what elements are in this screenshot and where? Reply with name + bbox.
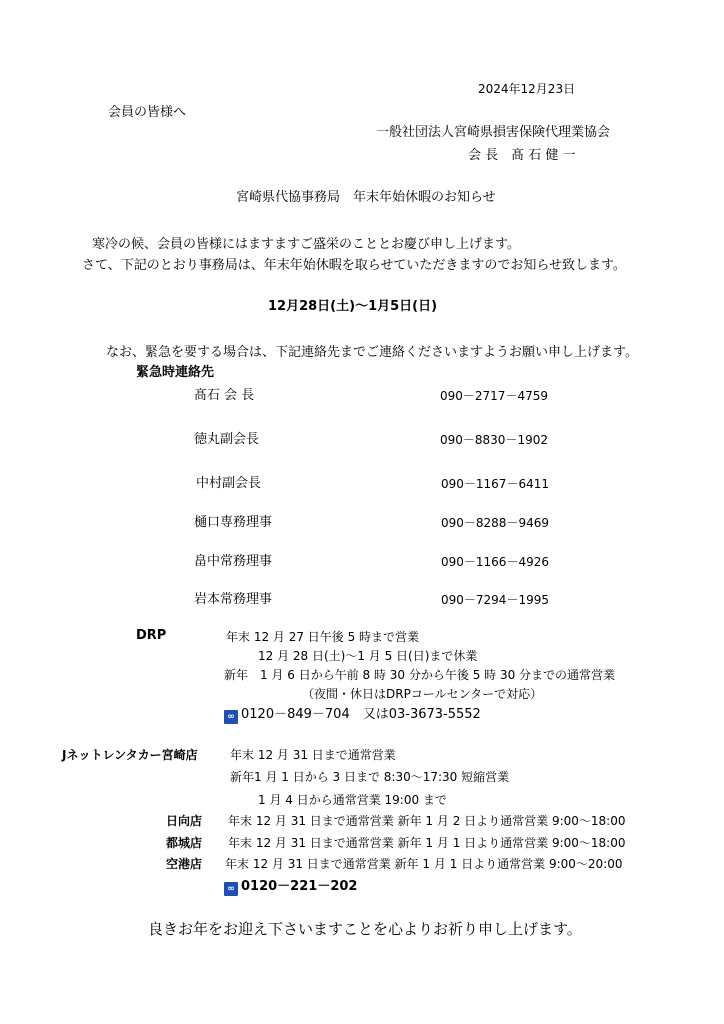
- body-line-2: さて、下記のとおり事務局は、年末年始休暇を取らせていただきますのでお知らせ致します。: [82, 258, 626, 273]
- branch-hours: 年末 12 月 31 日まで通常営業 新年 1 月 1 日より通常営業 9:00～18:00: [228, 836, 626, 850]
- contact-role: 岩本常務理事: [194, 592, 273, 607]
- freedial-icon: ∞: [224, 882, 238, 896]
- drp-label: DRP: [136, 628, 167, 643]
- contact-phone: 090－7294－1995: [441, 593, 549, 607]
- drp-line-2: 12 月 28 日(土)～1 月 5 日(日)まで休業: [258, 649, 478, 663]
- holiday-period: 12月28日(土)～1月5日(日): [268, 299, 438, 314]
- notice-title: 宮崎県代協事務局 年末年始休暇のお知らせ: [236, 190, 496, 205]
- emergency-note: なお、緊急を要する場合は、下記連絡先までご連絡くださいますようお願い申し上げます。: [106, 345, 638, 360]
- president-line: 会 長 髙 石 健 一: [468, 148, 576, 163]
- contact-role: 樋口専務理事: [194, 515, 273, 530]
- contact-phone: 090－1166－4926: [441, 555, 549, 569]
- jnet-line-1: 年末 12 月 31 日まで通常営業: [230, 748, 396, 762]
- branch-hours: 年末 12 月 31 日まで通常営業 新年 1 月 2 日より通常営業 9:00～18:00: [228, 814, 626, 828]
- contact-phone: 090－2717－4759: [440, 389, 548, 403]
- contact-role: 畠中常務理事: [194, 554, 273, 569]
- drp-line-4: （夜間・休日はDRPコールセンターで対応）: [302, 687, 543, 701]
- body-line-1: 寒冷の候、会員の皆様にはますますご盛栄のこととお慶び申し上げます。: [92, 237, 520, 252]
- branch-hours: 年末 12 月 31 日まで通常営業 新年 1 月 1 日より通常営業 9:00～20:00: [225, 857, 623, 871]
- contact-phone: 090－8830－1902: [440, 433, 548, 447]
- freedial-icon: ∞: [224, 710, 238, 724]
- drp-line-3: 新年 1 月 6 日から午前 8 時 30 分から午後 5 時 30 分までの通常営業: [224, 668, 616, 682]
- contact-role: 中村副会長: [196, 476, 262, 491]
- contact-phone: 090－8288－9469: [441, 516, 549, 530]
- jnet-label: Jネットレンタカー宮崎店: [62, 748, 198, 762]
- branch-name: 空港店: [166, 857, 203, 871]
- contact-role: 徳丸副会長: [194, 432, 260, 447]
- jnet-line-3: 1 月 4 日から通常営業 19:00 まで: [258, 793, 447, 807]
- branch-name: 都城店: [166, 836, 203, 850]
- jnet-phone-line: [224, 880, 357, 896]
- drp-line-1: 年末 12 月 27 日午後 5 時まで営業: [226, 630, 420, 644]
- closing-message: 良きお年をお迎え下さいますことを心よりお祈り申し上げます。: [148, 920, 582, 938]
- emergency-heading: 緊急時連絡先: [136, 365, 215, 380]
- branch-name: 日向店: [166, 814, 203, 828]
- drp-phone-line: [224, 708, 481, 724]
- document-date: 2024年12月23日: [478, 82, 576, 96]
- contact-role: 髙石 会 長: [194, 388, 255, 403]
- jnet-phone: 0120－221－202: [241, 879, 358, 894]
- jnet-line-2: 新年1 月 1 日から 3 日まで 8:30～17:30 短縮営業: [230, 770, 510, 784]
- drp-phone: 0120－849－704 又は03-3673-5552: [241, 707, 481, 722]
- greeting-to: 会員の皆様へ: [108, 105, 187, 120]
- contact-phone: 090－1167－6411: [441, 477, 549, 491]
- org-name: 一般社団法人宮崎県損害保険代理業協会: [376, 125, 611, 140]
